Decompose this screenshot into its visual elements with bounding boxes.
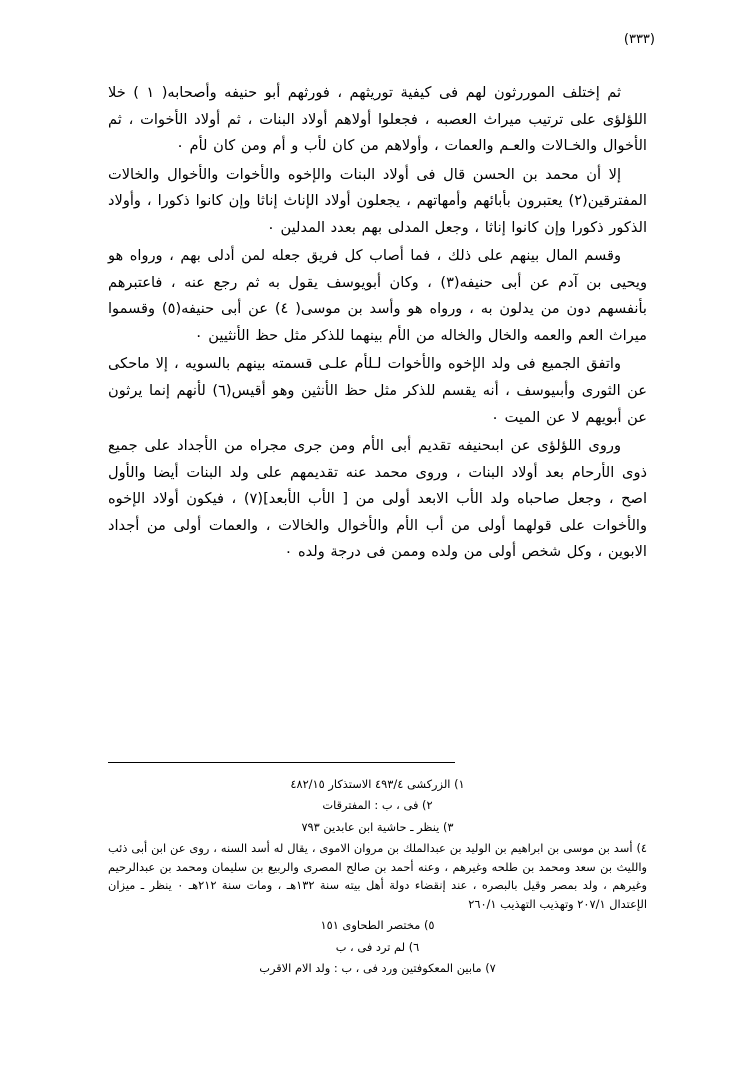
footnote-text: ينظر ـ حاشية ابن عابدين ٧٩٣ (301, 819, 440, 834)
footnote-text: فى ، ب : المفترقات (322, 798, 419, 813)
footnote-item (108, 839, 647, 913)
footnote-item (108, 796, 647, 814)
footnote-text: لم ترد فى ، ب (335, 939, 406, 954)
footnote-divider (108, 762, 455, 763)
paragraph: واتفق الجميع فى ولد الإخوه والأخوات لـلأم علـى قسمته بينهم بالسويه ، إلا ماحكى عن الثورى وأبىيوسف ، أنه يقسم للذكر مثل حظ الأنثين وهو أقيس(٦) لأنهم إنما يرثون عن أبويهم لا عن الميت ٠ (108, 355, 647, 426)
footnote-text: مابين المعكوفتين ورد فى ، ب : ولد الام الاقرب (259, 961, 482, 976)
footnote-marker: ٥) (423, 918, 435, 933)
paragraph: وروى اللؤلؤى عن ابىحنيفه تقديم أبى الأم ومن جرى مجراه من الأجداد على جميع ذوى الأرحام بعد أولاد البنات ، وروى محمد عنه تقديمهم على ولد البنات أيضا والأول اصح ، وجعل صاحباه ولد الأب الابعد أولى من [ الأب الأبعد](٧) ، فيكون أولاد الإخوه والأخوات على قولهما أولى من أب الأم والأخوال والخالات ، والعمات أولى من أجداد الابوين ، وكل شخص أولى من ولده وممن فى درجة ولده ٠ (108, 437, 647, 561)
body-text-block (108, 80, 647, 568)
paragraph: وقسم المال بينهم على ذلك ، فما أصاب كل فريق جعله لمن أدلى بهم ، ورواه هو ويحيى بن آدم عن أبى حنيفه(٣) ، وكان أبويوسف يقول به ثم رجع عنه ، فاعتبرهم بأنفسهم دون من يدلون به ، ورواه هو وأسد بن موسى( ٤) عن أبى حنيفه(٥) وقسموا ميراث العم والعمه والخال والخاله من الأم بينهما للذكر مثل حظ الأنثيين ٠ (108, 247, 647, 344)
footnote-item (108, 959, 647, 977)
footnote-marker: ٣) (442, 819, 454, 834)
footnote-marker: ٦) (408, 939, 420, 954)
footnote-text: مختصر الطحاوى ١٥١ (320, 918, 421, 933)
footnote-marker: ١) (454, 777, 465, 791)
footnote-item (108, 775, 647, 793)
footnote-item (108, 916, 647, 934)
page-number: (٣٣٣) (623, 32, 655, 47)
footnote-item (108, 818, 647, 836)
footnote-text: أسد بن موسى بن ابراهيم بن الوليد بن عبدالملك بن مروان الاموى ، يقال له أسد السنه ، روى عن ابن أبى ذئب والليث بن سعد ومحمد بن طلحه وغيرهم ، وعنه أحمد بن صالح المصرى والربيع بن سليمان ومحمد بن عبدالرحيم وغيرهم ، ولد بمصر وقيل بالبصره ، عند إنقضاء دولة أهل بيته سنة ١٣٢هـ ، ومات سنة ٢١٢هـ ٠ ينظر ـ ميزان الإعتدال ٢٠٧/١ وتهذيب التهذيب ٢٦٠/١ (108, 841, 648, 911)
footnote-item (108, 938, 647, 956)
paragraph: إلا أن محمد بن الحسن قال فى أولاد البنات والإخوه والأخوات والأخوال والخالات المفترقين(٢) يعتبرون بأبائهم وأمهاتهم ، يجعلون أولاد الإناث إناثا وإن كانوا ذكورا ، وأولاد الذكور ذكورا وإن كانوا إناثا ، وجعل المدلى بهم بعدد المدلين ٠ (108, 165, 647, 236)
footnote-text: الزركشى ٤٩٣/٤ الاستذكار ٤٨٢/١٥ (290, 777, 451, 791)
paragraph: ثم إختلف الموررثون لهم فى كيفية توريثهم ، فورثهم أبو حنيفه وأصحابه( ١ ) خلا اللؤلؤى على ترتيب ميراث العصبه ، فجعلوا أولاهم أولاد البنات ، ثم أولاد الأخوات ، ثم الأخوال والخـالات والعـم والعمات ، وأولاهم من كان لأب و أم ومن كان لأم ٠ (108, 84, 647, 155)
footnotes-block (108, 775, 647, 981)
footnote-marker: ٢) (422, 798, 433, 813)
footnote-marker: ٤) (636, 841, 648, 856)
footnote-marker: ٧) (485, 961, 496, 976)
